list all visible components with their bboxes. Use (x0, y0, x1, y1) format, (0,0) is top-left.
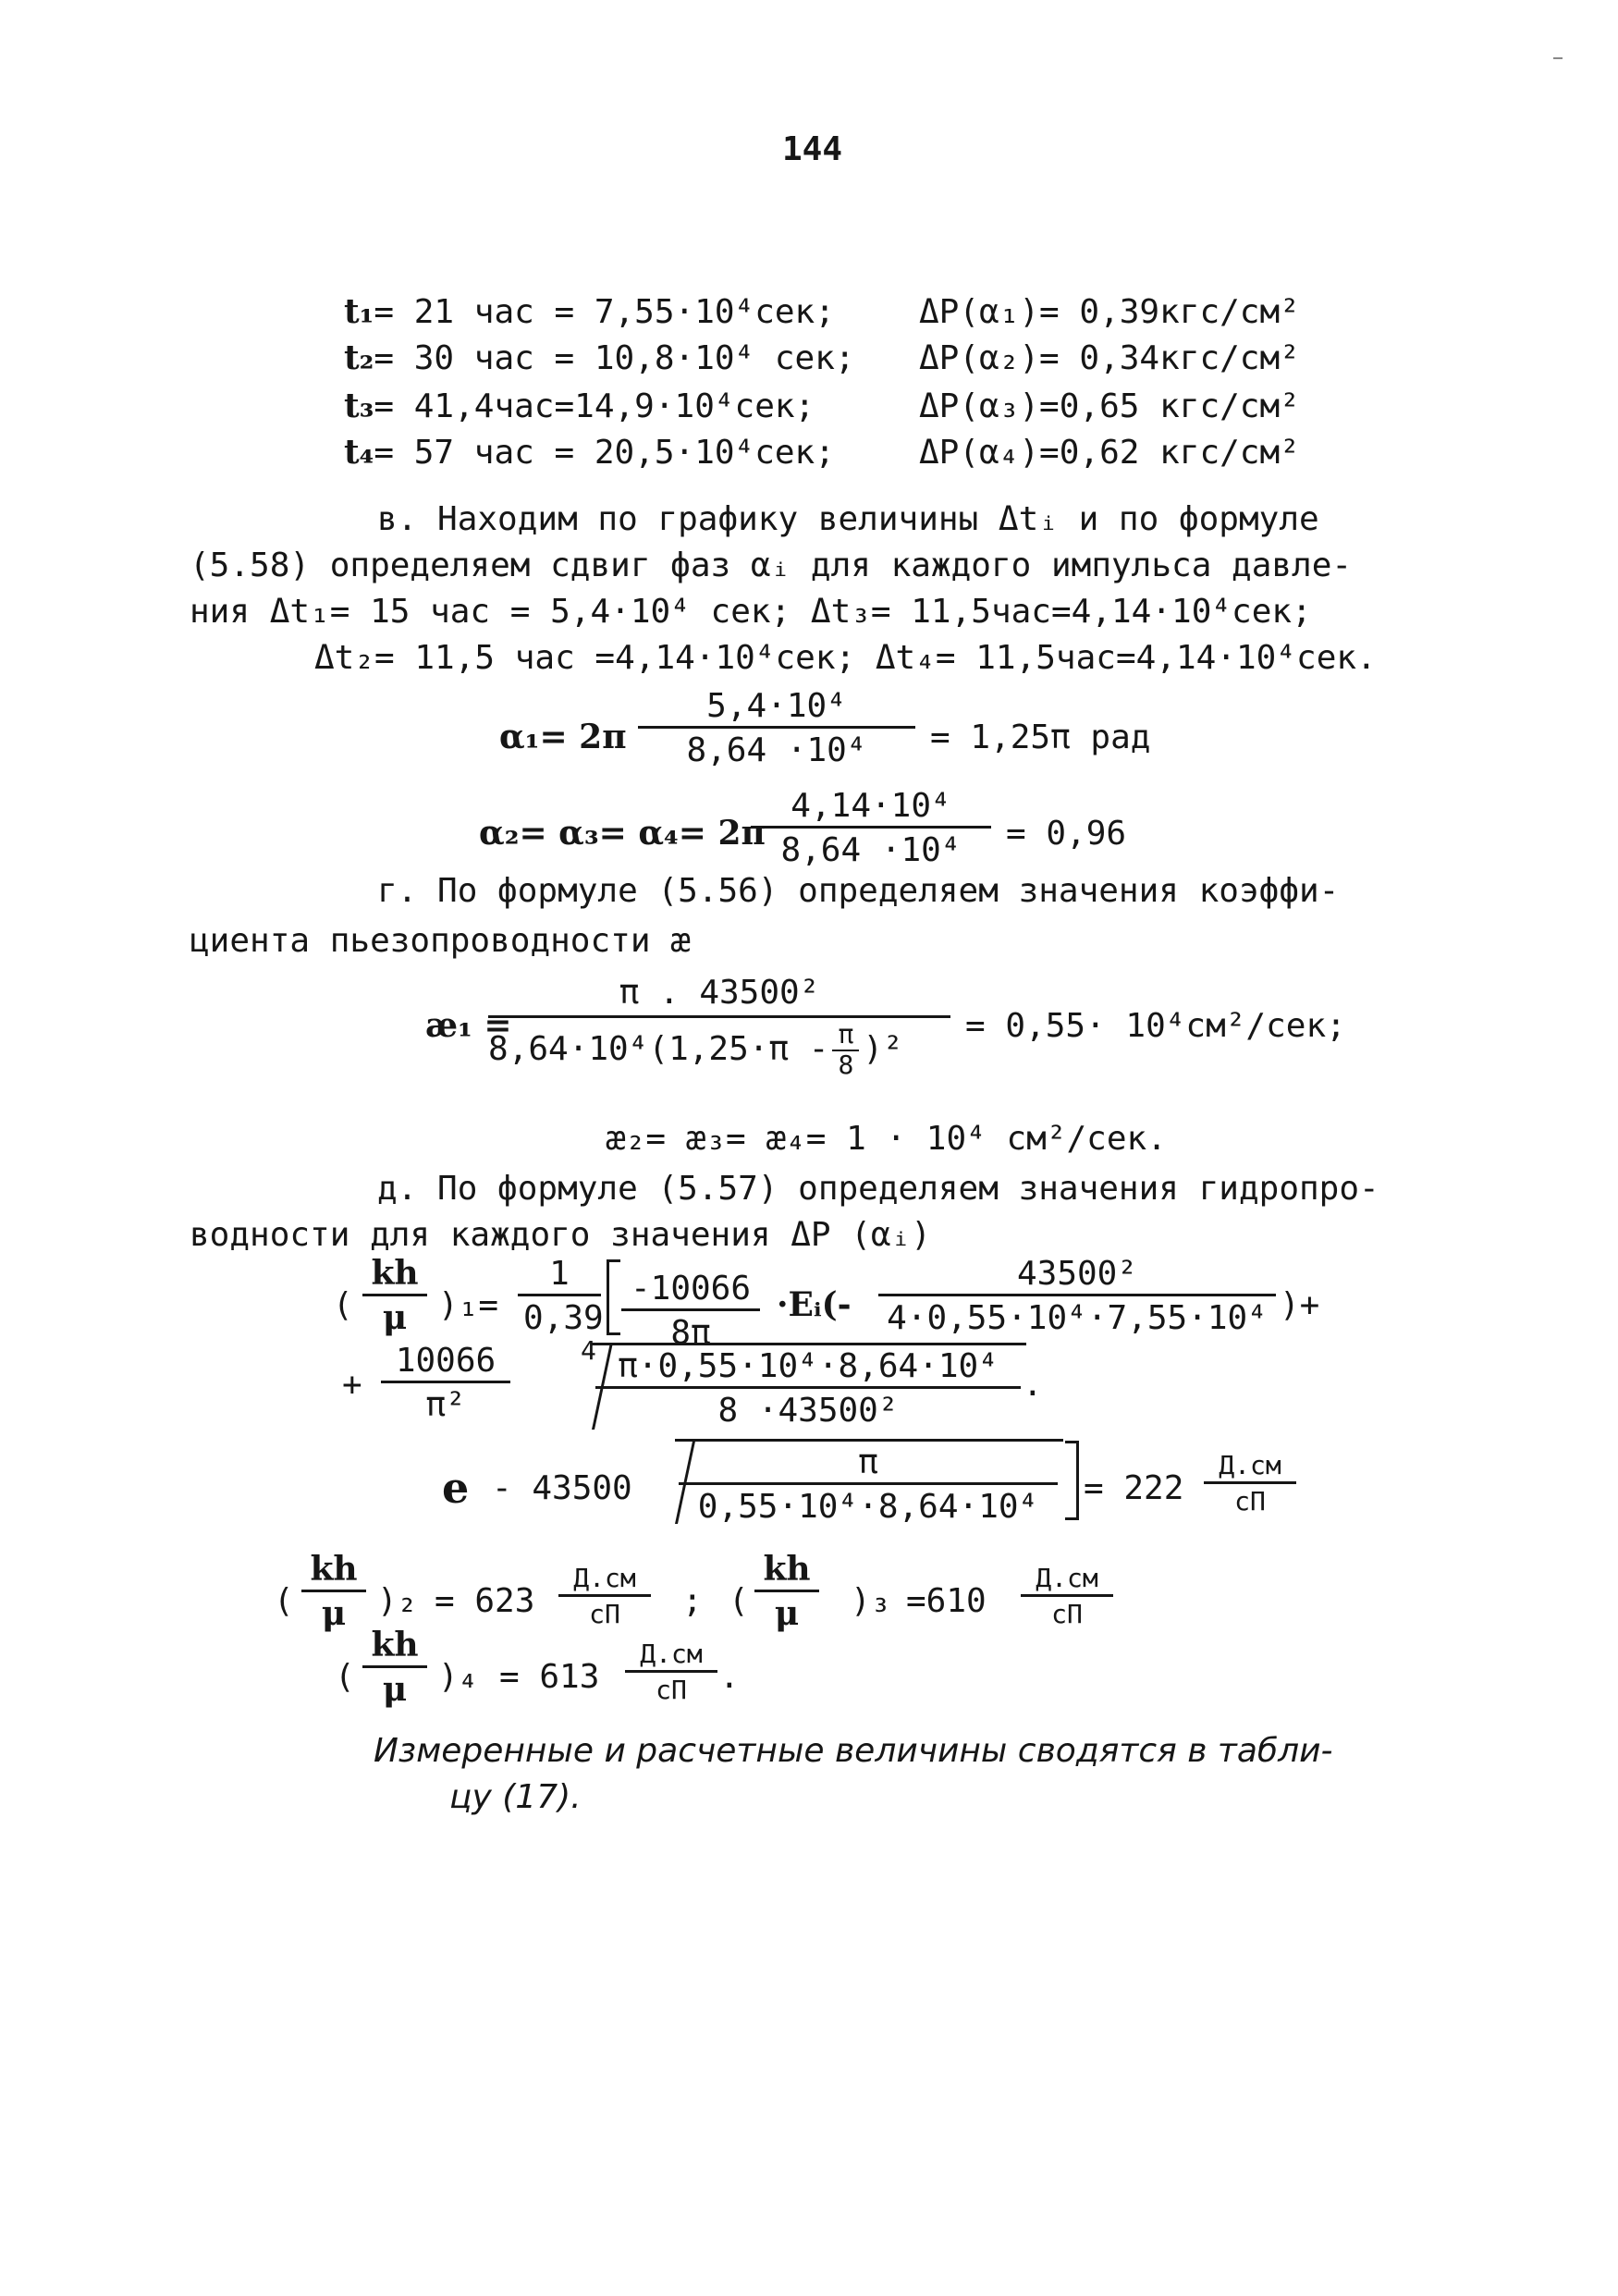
equation-rhs: = 222 (1084, 1469, 1184, 1507)
numerator: π . 43500² (619, 974, 820, 1012)
denominator: 8,64 ·10⁴ (751, 826, 991, 870)
time-row (344, 292, 835, 332)
denominator: μ (362, 1665, 427, 1710)
pressure-value: =0,65 кгс/см² (1039, 387, 1300, 425)
fraction (638, 686, 915, 770)
equation-lhs: α₂= α₃= α₄= 2π (479, 814, 766, 853)
period: . (719, 1658, 740, 1696)
numerator: 43500² (1016, 1255, 1138, 1293)
fraction-bar (488, 1015, 950, 1018)
denominator: 8,64 ·10⁴ (638, 726, 915, 770)
equation-rhs: = 0,96 (1006, 815, 1127, 853)
kh-mu-fraction (362, 1254, 427, 1338)
time-value: = 57 час = 20,5·10⁴сек; (374, 434, 835, 472)
denominator: 0,55·10⁴·8,64·10⁴ (679, 1482, 1058, 1527)
pressure-value: =0,62 кгс/см² (1039, 434, 1300, 472)
numerator: 10066 (395, 1342, 496, 1380)
text-line: водности для каждого значения ΔP (αᵢ) (190, 1216, 931, 1254)
time-value: = 21 час = 7,55·10⁴сек; (374, 293, 835, 331)
text-line: в. Находим по графику величины Δtᵢ и по формуле (377, 500, 1319, 538)
bracket-open (607, 1259, 620, 1335)
separator: ; (682, 1582, 703, 1620)
denominator: сП (625, 1670, 717, 1706)
page-number: 144 (782, 130, 843, 168)
exp-base: e (442, 1463, 470, 1513)
period: . (1023, 1366, 1043, 1404)
pressure-row (919, 387, 1300, 426)
text-line: Δt₂= 11,5 час =4,14·10⁴сек; Δt₄= 11,5час=4,14·10⁴сек. (314, 639, 1377, 677)
time-value: = 30 час = 10,8·10⁴ сек; (374, 339, 855, 377)
denominator: μ (754, 1590, 819, 1634)
denominator: сП (558, 1594, 651, 1630)
time-symbol: t₃ (344, 387, 374, 425)
scan-speck (1553, 57, 1563, 59)
time-row (344, 387, 815, 426)
time-symbol: t₂ (344, 338, 374, 377)
pressure-symbol: ΔP(α₁) (919, 293, 1040, 331)
text-line: ния Δt₁= 15 час = 5,4·10⁴ сек; Δt₃= 11,5час=4,14·10⁴сек; (190, 593, 1312, 631)
numerator: 5,4·10⁴ (706, 687, 847, 725)
fraction (679, 1443, 1058, 1527)
pressure-value: = 0,34кгс/см² (1039, 339, 1300, 377)
pressure-symbol: ΔP(α₄) (919, 434, 1040, 472)
fraction (381, 1341, 510, 1425)
pressure-row (919, 292, 1300, 332)
denominator: сП (1021, 1594, 1113, 1630)
inner-denominator: 8 (832, 1050, 859, 1080)
inner-fraction (832, 1021, 859, 1080)
equation-value: = 623 (435, 1582, 535, 1620)
numerator: Д.см (640, 1639, 703, 1669)
time-row (344, 338, 855, 378)
numerator: 4,14·10⁴ (791, 787, 951, 825)
text-line: цу (17). (449, 1778, 582, 1816)
unit-fraction (1021, 1563, 1113, 1629)
root-index: 4 (581, 1335, 596, 1366)
unit-fraction (625, 1639, 717, 1705)
equation-lhs: α₁= 2π (499, 718, 627, 756)
fraction (488, 973, 950, 1080)
paren-open: ( (333, 1286, 353, 1324)
paren-open: ( (335, 1658, 355, 1696)
numerator: 1 (549, 1255, 570, 1293)
fraction (878, 1254, 1276, 1338)
fraction (595, 1346, 1021, 1430)
denominator: 8π (621, 1308, 760, 1353)
equation-lhs: æ₁ = (425, 1006, 512, 1045)
plus-sign: + (342, 1366, 362, 1404)
denominator: 4·0,55·10⁴·7,55·10⁴ (878, 1294, 1276, 1338)
denominator: μ (362, 1294, 427, 1338)
denominator: 0,39 (518, 1294, 601, 1338)
fraction (518, 1254, 604, 1338)
pressure-symbol: ΔP(α₂) (919, 339, 1040, 377)
text-line: г. По формуле (5.56) определяем значения коэффи- (377, 872, 1340, 910)
paren-close: )₂ (377, 1582, 418, 1620)
denominator: сП (1204, 1481, 1296, 1517)
ei-function: ·Eᵢ(- (777, 1285, 852, 1324)
text-line: циента пьезопроводности æ (190, 922, 691, 960)
paren-open: ( (274, 1582, 294, 1620)
denominator-head: 8,64·10⁴(1,25·π - (488, 1029, 829, 1068)
equation-rhs: = 0,55· 10⁴см²/сек; (965, 1007, 1346, 1045)
denominator-tail: )² (863, 1029, 903, 1068)
text-line: д. По формуле (5.57) определяем значения гидропро- (377, 1170, 1379, 1208)
unit-fraction (558, 1563, 651, 1629)
equation-kappa2: æ₂= æ₃= æ₄= 1 · 10⁴ см²/сек. (606, 1120, 1167, 1158)
pressure-row (919, 433, 1300, 473)
denominator: μ (301, 1590, 366, 1634)
numerator: -10066 (630, 1270, 752, 1308)
time-symbol: t₄ (344, 433, 374, 472)
paren-close: )₁= (438, 1286, 499, 1324)
numerator: kh (763, 1550, 811, 1589)
bracket-close (1065, 1441, 1079, 1520)
kh-mu-fraction (362, 1626, 427, 1710)
paren-close: )₃ (851, 1582, 891, 1620)
numerator: Д.см (1036, 1563, 1098, 1593)
unit-fraction (1204, 1450, 1296, 1516)
numerator: Д.см (573, 1563, 636, 1593)
kh-mu-fraction (301, 1550, 366, 1634)
paren-close-plus: )+ (1280, 1286, 1320, 1324)
paren-close: )₄ (438, 1658, 479, 1696)
equation-value: =610 (906, 1582, 987, 1620)
paren-open: ( (729, 1582, 749, 1620)
numerator: π (858, 1443, 878, 1481)
kh-mu-fraction (754, 1550, 819, 1634)
pressure-value: = 0,39кгс/см² (1039, 293, 1300, 331)
equation-rhs: = 1,25π рад (930, 718, 1151, 756)
numerator: kh (371, 1254, 419, 1293)
denominator: π² (381, 1381, 510, 1425)
fraction (621, 1269, 760, 1353)
equation-value: = 613 (499, 1658, 600, 1696)
time-symbol: t₁ (344, 292, 374, 331)
denominator (488, 1021, 903, 1080)
denominator: 8 ·43500² (595, 1386, 1021, 1430)
numerator: kh (310, 1550, 358, 1589)
inner-numerator: π (838, 1019, 854, 1050)
exponent-coefficient: - 43500 (492, 1469, 632, 1507)
pressure-symbol: ΔP(α₃) (919, 387, 1040, 425)
text-line: (5.58) определяем сдвиг фаз αᵢ для каждого импульса давле- (190, 546, 1353, 584)
numerator: kh (371, 1626, 419, 1664)
fraction (751, 786, 991, 870)
time-value: = 41,4час=14,9·10⁴сек; (374, 387, 815, 425)
numerator: π·0,55·10⁴·8,64·10⁴ (618, 1347, 999, 1385)
time-row (344, 433, 835, 473)
numerator: Д.см (1219, 1450, 1281, 1480)
text-line: Измеренные и расчетные величины сводятся в табли- (374, 1732, 1333, 1770)
pressure-row (919, 338, 1300, 378)
